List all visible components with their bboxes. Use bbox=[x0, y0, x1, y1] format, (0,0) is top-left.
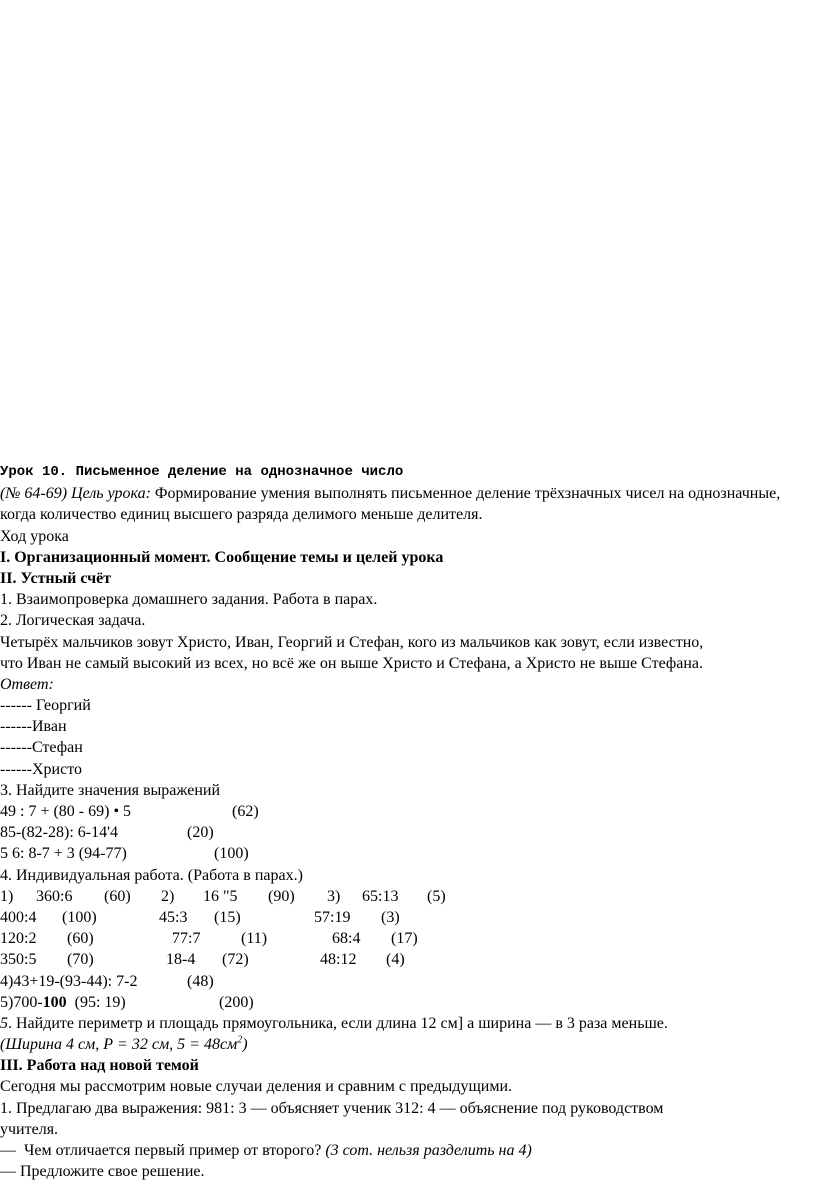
new-topic-intro: Сегодня мы рассмотрим новые случаи деления и сравним с предыдущими. bbox=[0, 1078, 513, 1096]
question-1-answer: (3 сот. нельзя разделить на 4) bbox=[325, 1142, 532, 1160]
item-5-answer bbox=[0, 1034, 812, 1055]
grid-cell: 57:19 bbox=[314, 908, 351, 926]
item-2: 2. Логическая задача. bbox=[0, 612, 146, 630]
ranking-line: ------ Георгий bbox=[0, 697, 91, 715]
ranking-line: ------Иван bbox=[0, 718, 67, 736]
expression-row bbox=[0, 843, 812, 864]
section-1-heading: I. Организационный момент. Сообщение темы и целей урока bbox=[0, 548, 444, 566]
expression: 5)700- bbox=[0, 993, 43, 1011]
grid-cell: (60) bbox=[67, 930, 94, 948]
grid-cell: (100) bbox=[62, 908, 97, 926]
goal-text: Формирование умения выполнять письменное деление трёхзначных чисел на однозначные, когда количество единиц высшего разряда делимого меньше делителя. bbox=[0, 485, 781, 524]
grid-row bbox=[0, 949, 812, 970]
new-item-1-line-1: 1. Предлагаю два выражения: 981: 3 — объясняет ученик 312: 4 — объяснение под руководством bbox=[0, 1099, 664, 1117]
grid-cell: 360:6 bbox=[36, 887, 73, 905]
expression: 49 : 7 + (80 - 69) • 5 bbox=[0, 803, 132, 821]
expression-answer: (20) bbox=[187, 824, 214, 842]
grid-cell: 18-4 bbox=[166, 951, 196, 969]
grid-cell: (11) bbox=[241, 930, 268, 948]
grid-cell: (90) bbox=[268, 887, 295, 905]
item-5-number: 5 bbox=[0, 1014, 8, 1032]
item-5-answer-text: (Ширина 4 см, Р = 32 см, 5 = 48см bbox=[0, 1036, 238, 1054]
grid-cell: (15) bbox=[214, 908, 241, 926]
answer-label: Ответ: bbox=[0, 675, 54, 693]
grid-cell: 400:4 bbox=[0, 908, 37, 926]
item-5 bbox=[0, 1013, 812, 1034]
lesson-title: Урок 10. Письменное деление на однозначное число bbox=[0, 464, 404, 480]
grid-cell: 77:7 bbox=[172, 930, 201, 948]
item-3: 3. Найдите значения выражений bbox=[0, 781, 221, 799]
grid-cell: 2) bbox=[161, 887, 175, 905]
expression-row bbox=[0, 971, 812, 992]
expression-answer: (100) bbox=[214, 845, 249, 863]
grid-cell: 45:3 bbox=[159, 908, 188, 926]
grid-row bbox=[0, 886, 812, 907]
grid-cell: 48:12 bbox=[320, 951, 357, 969]
grid-cell: 120:2 bbox=[0, 930, 37, 948]
puzzle-line-1: Четырёх мальчиков зовут Христо, Иван, Георгий и Стефан, кого из мальчиков как зовут, если известно, bbox=[0, 633, 704, 651]
expression-answer: (48) bbox=[187, 972, 214, 990]
expression-bold: 100 bbox=[42, 993, 67, 1011]
grid-cell: (5) bbox=[427, 887, 446, 905]
expression: 5 6: 8-7 + 3 (94-77) bbox=[0, 845, 127, 863]
grid-cell: 3) bbox=[327, 887, 341, 905]
question-2: — Предложите свое решение. bbox=[0, 1163, 205, 1181]
grid-cell: (4) bbox=[386, 951, 405, 969]
item-5-superscript: 2 bbox=[237, 1034, 243, 1046]
expression: 4)43+19-(93-44): 7-2 bbox=[0, 972, 138, 990]
section-2-heading: II. Устный счёт bbox=[0, 569, 112, 587]
expression-answer: (200) bbox=[219, 993, 254, 1011]
expression-tail: (95: 19) bbox=[66, 993, 126, 1011]
grid-row bbox=[0, 928, 812, 949]
grid-cell: (70) bbox=[67, 951, 94, 969]
goal-prefix: (№ 64-69) Цель урока: bbox=[0, 485, 151, 503]
grid-cell: 16 "5 bbox=[203, 887, 238, 905]
expression-row bbox=[0, 822, 812, 843]
grid-cell: (72) bbox=[222, 951, 249, 969]
grid-cell: (17) bbox=[391, 930, 418, 948]
section-3-heading: III. Работа над новой темой bbox=[0, 1057, 199, 1075]
course-heading: Ход урока bbox=[0, 527, 69, 545]
item-5-text: . Найдите периметр и площадь прямоугольника, если длина 12 см] а ширина — в 3 раза меньше. bbox=[8, 1014, 668, 1032]
expression: 85-(82-28): 6-14'4 bbox=[0, 824, 118, 842]
grid-cell: (3) bbox=[381, 908, 400, 926]
expression-answer: (62) bbox=[232, 803, 259, 821]
grid-cell: 1) bbox=[0, 887, 14, 905]
expression-row bbox=[0, 992, 812, 1013]
item-1: 1. Взаимопроверка домашнего задания. Работа в парах. bbox=[0, 591, 378, 609]
question-1-text: — Чем отличается первый пример от второго? bbox=[0, 1142, 326, 1160]
ranking-line: ------Христо bbox=[0, 760, 82, 778]
ranking-line: ------Стефан bbox=[0, 739, 83, 757]
grid-cell: 350:5 bbox=[0, 951, 37, 969]
grid-cell: 68:4 bbox=[332, 930, 361, 948]
grid-cell: (60) bbox=[104, 887, 131, 905]
item-4: 4. Индивидуальная работа. (Работа в парах.) bbox=[0, 866, 303, 884]
question-1 bbox=[0, 1140, 812, 1161]
puzzle-line-2: что Иван не самый высокий из всех, но всё же он выше Христо и Стефана, а Христо не выше Стефана. bbox=[0, 654, 704, 672]
lesson-goal bbox=[0, 483, 812, 525]
grid-row bbox=[0, 907, 812, 928]
expression-row bbox=[0, 801, 812, 822]
lesson-document bbox=[0, 462, 812, 1182]
item-5-close: ) bbox=[242, 1036, 248, 1054]
grid-cell: 65:13 bbox=[362, 887, 399, 905]
new-item-1-line-2: учителя. bbox=[0, 1120, 59, 1138]
